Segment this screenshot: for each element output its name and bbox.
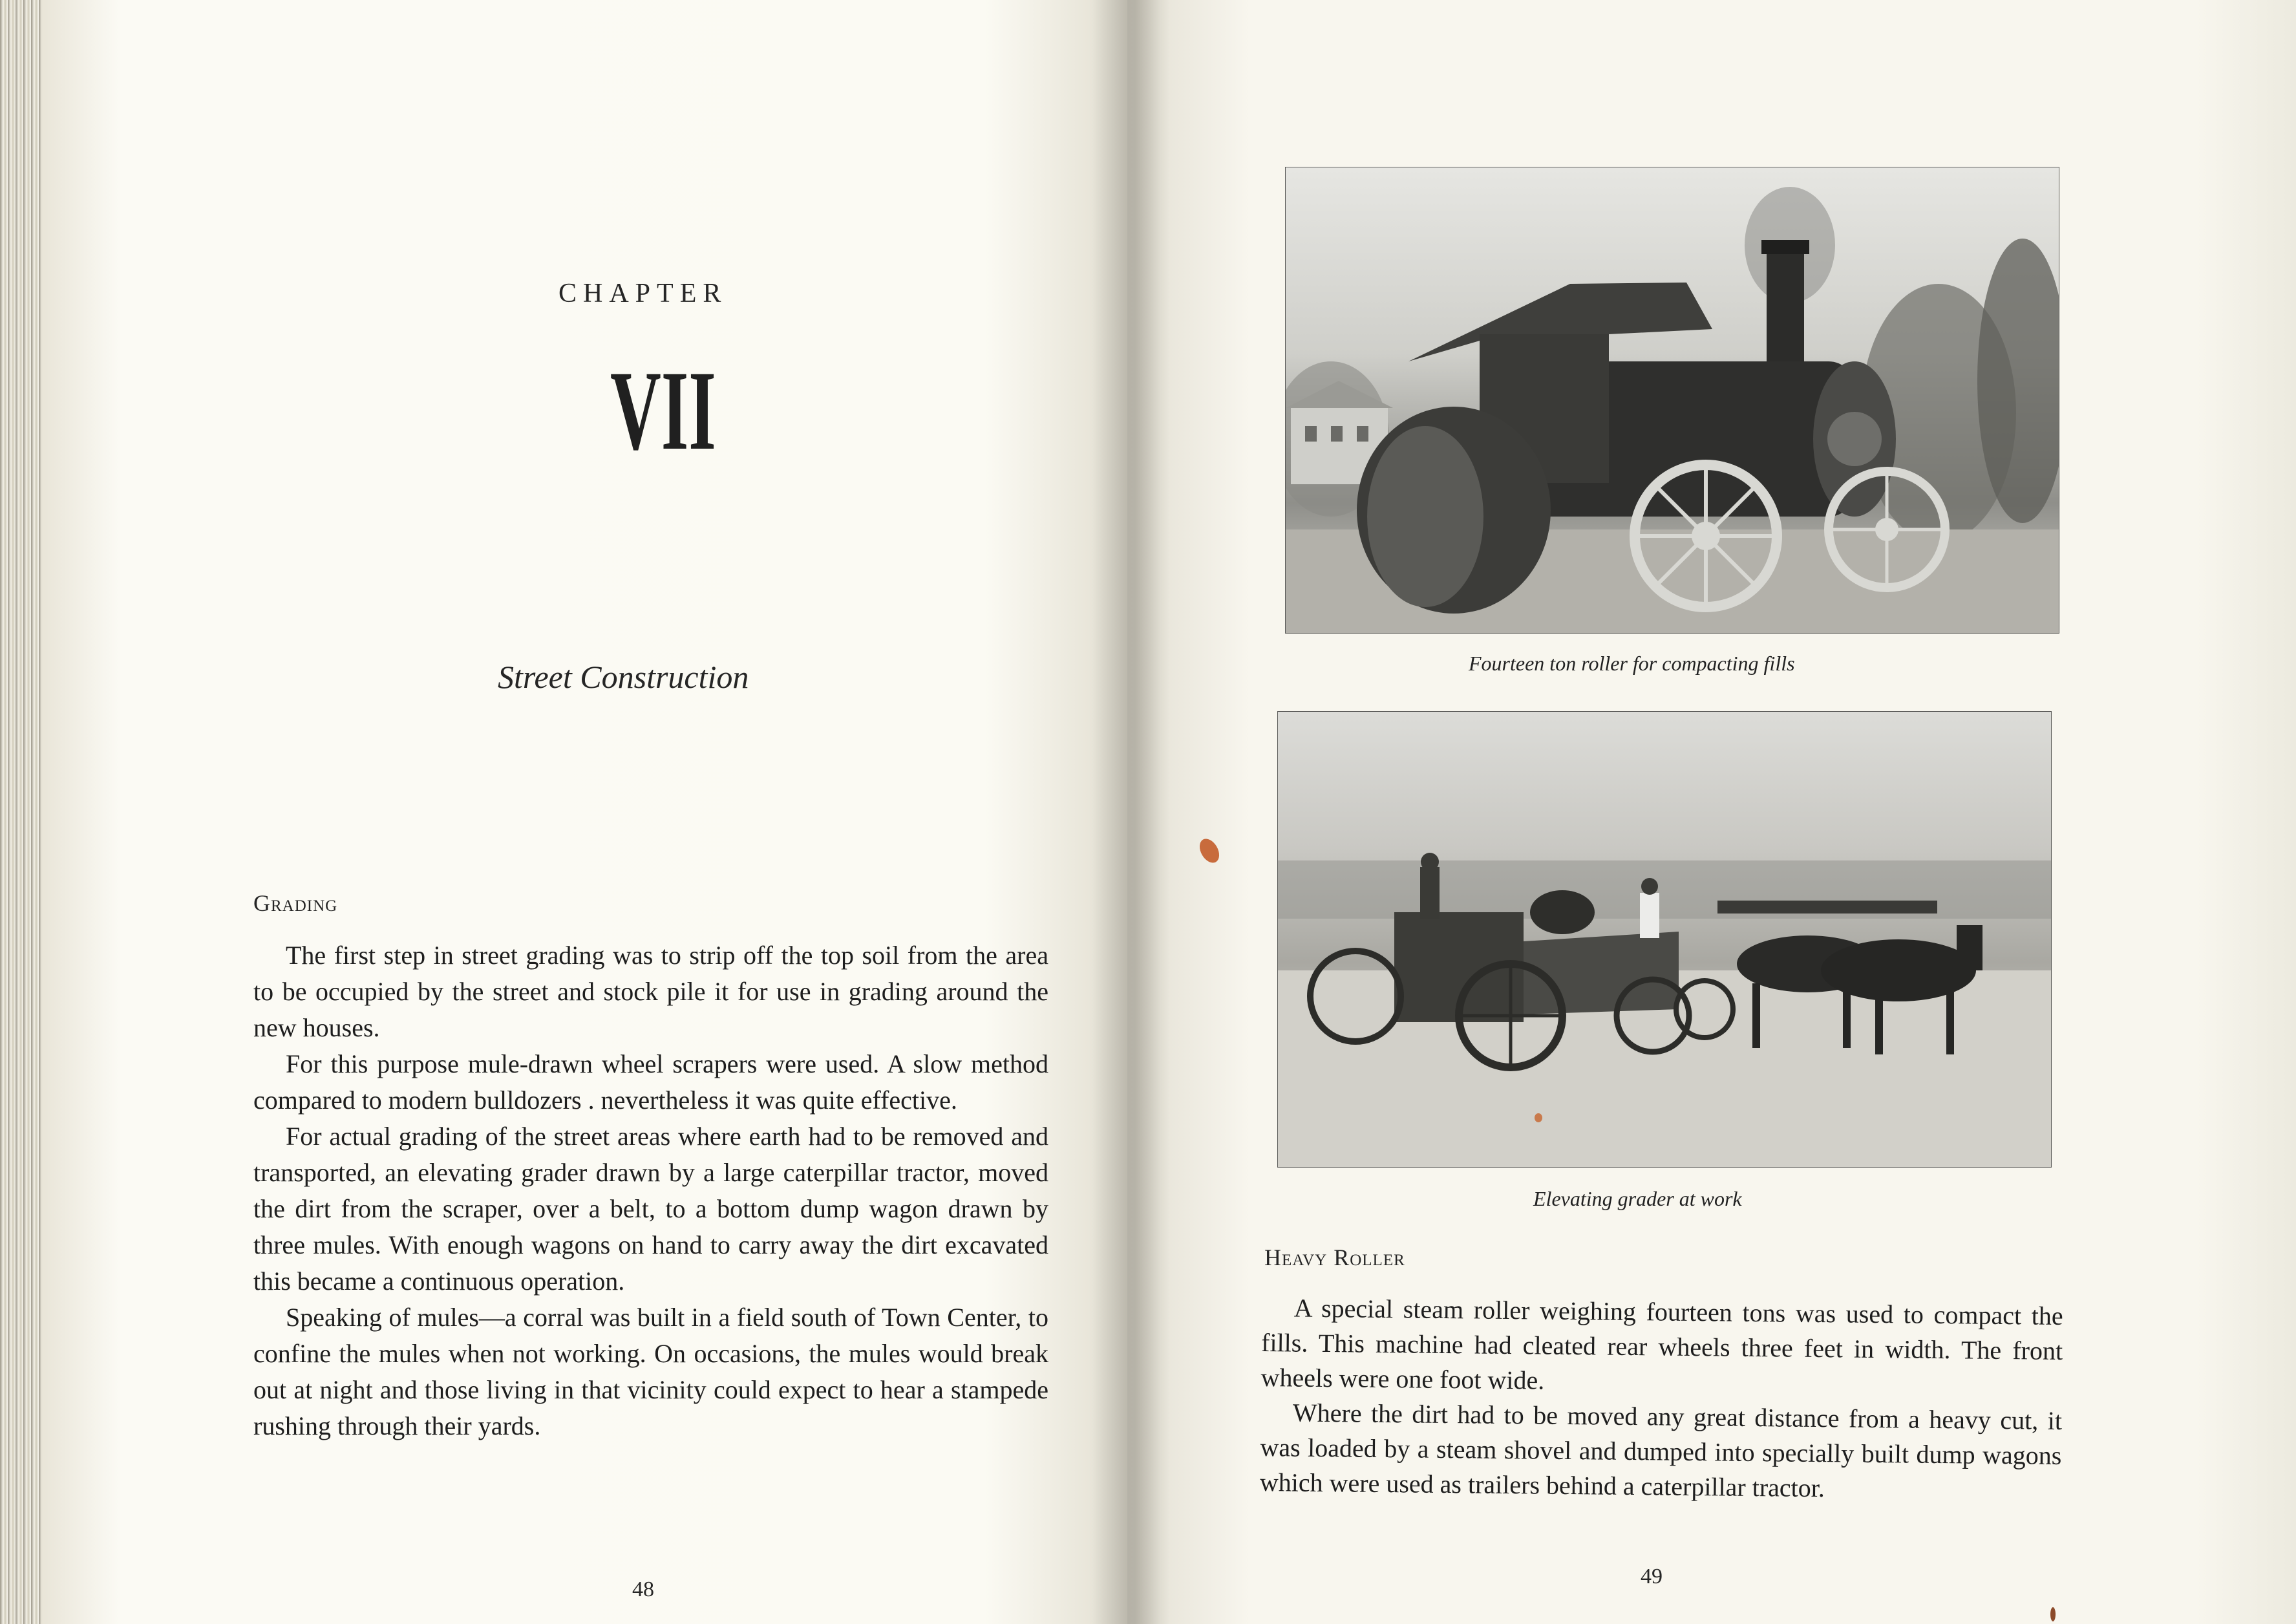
- photo-caption-grader: Elevating grader at work: [1533, 1187, 1742, 1210]
- paragraph: For this purpose mule-drawn wheel scrapers were used. A slow method compared to modern bulldozers . nevertheless it was quite effective.: [253, 1049, 1048, 1115]
- page-number-right: 49: [1641, 1565, 1663, 1588]
- paper-stain: [2050, 1607, 2056, 1621]
- paper-stain: [1535, 1113, 1542, 1122]
- page-number-left: 48: [632, 1577, 654, 1601]
- elevating-grader-photo: [1277, 711, 2052, 1168]
- paragraph: The first step in street grading was to strip off the top soil from the area to be occupied by the street and stock pile it for use in grading around the new houses.: [253, 941, 1048, 1042]
- chapter-title: Street Construction: [498, 659, 749, 695]
- paragraph: Speaking of mules—a corral was built in a field south of Town Center, to confine the mules when not working. On occasions, the mules would break out at night and those living in that vicinity could expect to hear a stampede rushing through their yards.: [253, 1303, 1048, 1440]
- grader-illustration: [1278, 712, 2051, 1167]
- page-edges: [0, 0, 41, 1624]
- paragraph: Where the dirt had to be moved any great distance from a heavy cut, it was loaded by a steam shovel and dumped into specially built dump wagons which were used as trailers behind a caterpillar tractor.: [1259, 1398, 2063, 1503]
- paragraph: For actual grading of the street areas where earth had to be removed and transported, an elevating grader drawn by a large caterpillar tractor, moved the dirt from the scraper, over a belt, to a bottom dump wagon drawn by three mules. With enough wagons on hand to carry away the dirt excavated this became a continuous operation.: [253, 1122, 1048, 1296]
- steam-roller-illustration: [1286, 167, 2059, 633]
- chapter-label: CHAPTER: [558, 279, 728, 308]
- section-heading-heavy-roller: Heavy Roller: [1264, 1245, 1405, 1270]
- paragraph: A special steam roller weighing fourteen tons was used to compact the fills. This machine had cleated rear wheels three feet in width. The front wheels were one foot wide.: [1260, 1293, 2063, 1395]
- right-body-text: [1260, 1290, 2063, 1508]
- photo-caption-roller: Fourteen ton roller for compacting fills: [1469, 652, 1795, 675]
- book-gutter: [1092, 0, 1170, 1624]
- section-heading-grading: Grading: [253, 890, 338, 916]
- chapter-number: VII: [610, 348, 716, 474]
- left-body-text: [253, 937, 1048, 1444]
- steam-roller-photo: [1285, 167, 2059, 634]
